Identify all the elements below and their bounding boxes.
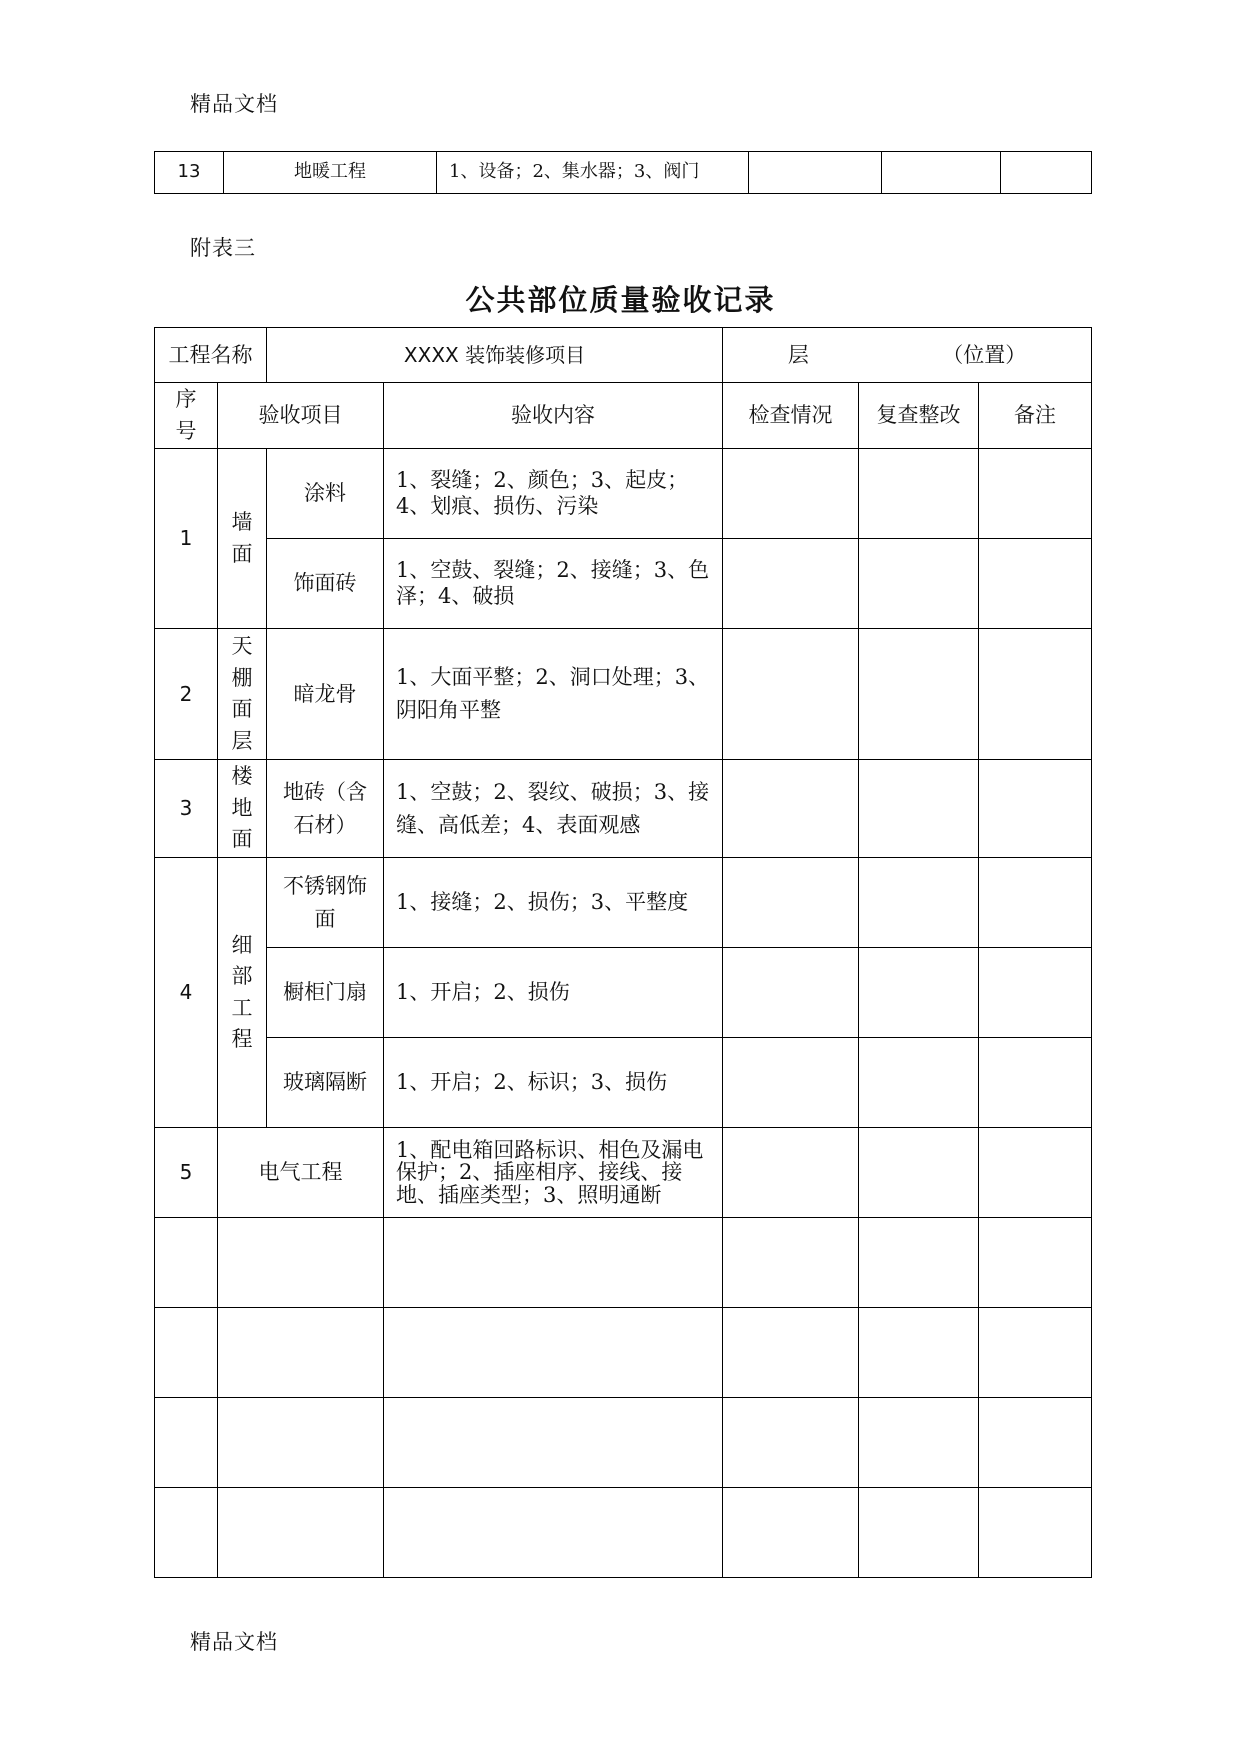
- col-header-check: 检查情况: [723, 383, 859, 449]
- table-row: [155, 629, 1092, 760]
- inspection-content: 1、大面平整；2、洞口处理；3、阴阳角平整: [384, 629, 723, 760]
- check-cell: [723, 948, 859, 1038]
- project-name-value: [267, 328, 723, 383]
- sub-item: 不锈钢饰面: [267, 858, 384, 948]
- table-row: [155, 152, 1092, 194]
- check-cell: [723, 1128, 859, 1218]
- inspection-content: 1、裂缝；2、颜色；3、起皮；4、划痕、损伤、污染: [384, 449, 723, 539]
- inspection-content: 1、接缝；2、损伤；3、平整度: [384, 858, 723, 948]
- check-cell: [723, 539, 859, 629]
- inspection-content: 1、开启；2、标识；3、损伤: [384, 1038, 723, 1128]
- remark-cell: [979, 629, 1092, 760]
- inspection-record-table: [154, 327, 1092, 1578]
- inspection-content: 1、空鼓；2、裂纹、破损；3、接缝、高低差；4、表面观感: [384, 760, 723, 858]
- sub-item: 涂料: [267, 449, 384, 539]
- col-header-no: 序号: [155, 383, 218, 449]
- recheck-cell: [859, 948, 979, 1038]
- project-name-text: XXXX 装饰装修项目: [403, 342, 586, 367]
- inspection-content: 1、开启；2、损伤: [384, 948, 723, 1038]
- page-footer: 精品文档: [190, 1630, 278, 1654]
- check-cell: [723, 858, 859, 948]
- recheck-cell: [859, 629, 979, 760]
- check-cell: [723, 449, 859, 539]
- position-label: （位置）: [942, 342, 1027, 367]
- category-cell: 天棚面层: [218, 629, 267, 760]
- col-header-content: 验收内容: [384, 383, 723, 449]
- table-row: [155, 539, 1092, 629]
- appendix-label: 附表三: [190, 236, 256, 260]
- row-number: 3: [155, 760, 218, 858]
- row-content: 1、设备；2、集水器；3、阀门: [437, 152, 749, 194]
- empty-row: [155, 1218, 1092, 1308]
- inspection-content: 1、配电箱回路标识、相色及漏电保护；2、插座相序、接线、接地、插座类型；3、照明通断: [384, 1128, 723, 1218]
- remark-cell: [979, 1128, 1092, 1218]
- page-header: 精品文档: [190, 92, 278, 116]
- remark-cell: [979, 858, 1092, 948]
- column-header-row: [155, 383, 1092, 449]
- check-cell: [723, 760, 859, 858]
- table-row: [155, 948, 1092, 1038]
- project-name-label: 工程名称: [155, 328, 267, 383]
- sub-item: 橱柜门扇: [267, 948, 384, 1038]
- recheck-cell: [859, 1128, 979, 1218]
- table-row: [155, 449, 1092, 539]
- recheck-cell: [859, 858, 979, 948]
- remark-cell: [979, 539, 1092, 629]
- remark-cell: [979, 760, 1092, 858]
- col-header-recheck: 复查整改: [859, 383, 979, 449]
- table-row: [155, 760, 1092, 858]
- row-number: 5: [155, 1128, 218, 1218]
- remark-cell: [979, 948, 1092, 1038]
- empty-row: [155, 1488, 1092, 1578]
- empty-cell: [882, 152, 1001, 194]
- item-cell: 电气工程: [218, 1128, 384, 1218]
- row-number: 13: [155, 152, 224, 194]
- previous-table-fragment: [154, 151, 1092, 194]
- recheck-cell: [859, 449, 979, 539]
- empty-cell: [1001, 152, 1092, 194]
- sub-item: 饰面砖: [267, 539, 384, 629]
- remark-cell: [979, 449, 1092, 539]
- floor-label: 层: [787, 342, 809, 367]
- table-row: [155, 1038, 1092, 1128]
- project-info-row: [155, 328, 1092, 383]
- recheck-cell: [859, 760, 979, 858]
- row-number: 1: [155, 449, 218, 629]
- col-header-remark: 备注: [979, 383, 1092, 449]
- empty-cell: [749, 152, 882, 194]
- recheck-cell: [859, 1038, 979, 1128]
- check-cell: [723, 629, 859, 760]
- row-number: 2: [155, 629, 218, 760]
- col-header-item: 验收项目: [218, 383, 384, 449]
- category-cell: 楼地面: [218, 760, 267, 858]
- check-cell: [723, 1038, 859, 1128]
- category-cell: 墙面: [218, 449, 267, 629]
- table-row: [155, 1128, 1092, 1218]
- remark-cell: [979, 1038, 1092, 1128]
- recheck-cell: [859, 539, 979, 629]
- document-title: 公共部位质量验收记录: [465, 283, 776, 317]
- category-cell: 细部工程: [218, 858, 267, 1128]
- floor-position-cell: [723, 328, 1092, 383]
- row-item: 地暖工程: [224, 152, 437, 194]
- empty-row: [155, 1398, 1092, 1488]
- empty-row: [155, 1308, 1092, 1398]
- sub-item: 地砖（含石材）: [267, 760, 384, 858]
- sub-item: 暗龙骨: [267, 629, 384, 760]
- sub-item: 玻璃隔断: [267, 1038, 384, 1128]
- table-row: [155, 858, 1092, 948]
- row-number: 4: [155, 858, 218, 1128]
- inspection-content: 1、空鼓、裂缝；2、接缝；3、色泽；4、破损: [384, 539, 723, 629]
